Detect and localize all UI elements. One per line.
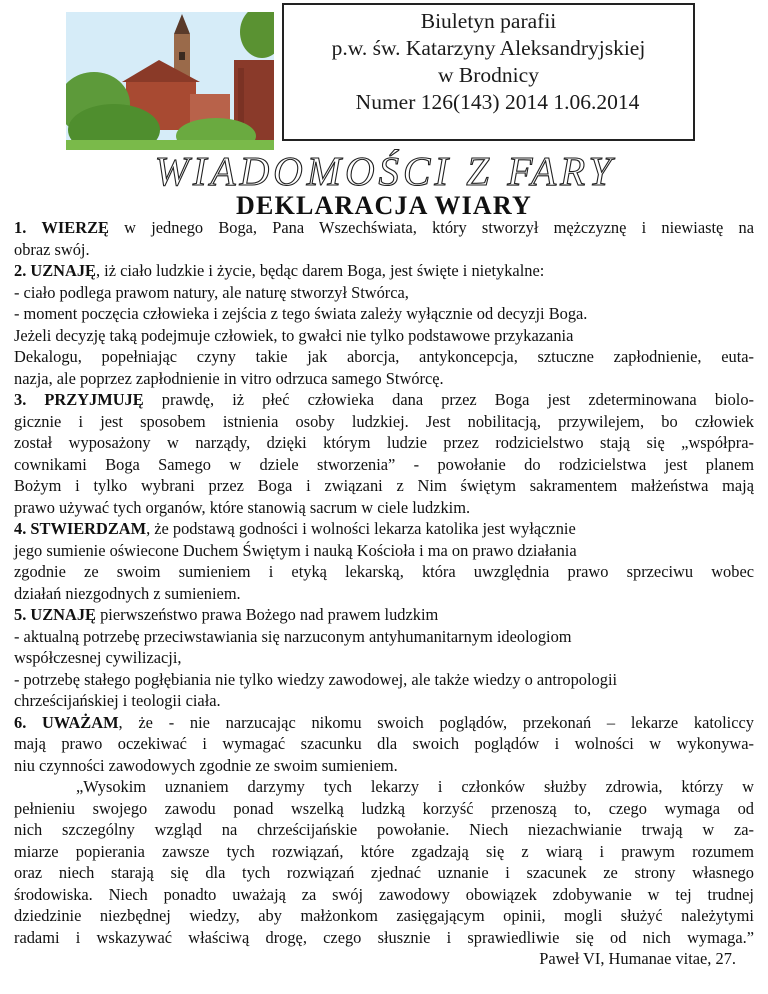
paragraph-line: - moment poczęcia człowieka i zejścia z tego świata zależy wyłącznie od decyzji Boga. [14, 304, 588, 323]
paragraph-line: cownikami Boga Samego w dziele stworzenia” - powołanie do rodzicielstwa jest planem [14, 454, 754, 474]
paragraph-line: jego sumienie oświecone Duchem Świętym i nauką Kościoła i ma on prawo działania [14, 540, 577, 560]
header [0, 0, 768, 194]
paragraph-line: prawo używać tych organów, które stanowią sacrum w ciele ludzkim. [14, 497, 471, 517]
paragraph-line: Bożym i tylko wybrani przez Boga i związani z Nim świętym sakramentem małżeństwa mają [14, 476, 754, 495]
bulletin-line: Biuletyn parafii [420, 9, 557, 33]
quote-line: pełnieniu swojego zawodu ponad wszelką ludzką korzyść przenoszą to, czego wymaga od [14, 798, 754, 818]
paragraph-keyword: UZNAJĘ [30, 261, 96, 280]
paragraph-line: - aktualną potrzebę przeciwstawiania się narzuconym antyhumanitarnym ideologiom [14, 626, 572, 646]
bulletin-line: w Brodnicy [438, 63, 539, 87]
quote-line: oraz niech starają się dla tych rozwiązań zjednać uznanie i szacunek ze strony własnego [14, 863, 754, 882]
paragraph-line: zgodnie ze swoim sumieniem i etyką lekarską, która uwzględnia prawo sprzeciwu wobec [14, 562, 754, 581]
paragraph-number: 4. [14, 519, 27, 538]
paragraph-line: niu czynności zawodowych zgodnie ze swoim sumieniem. [14, 755, 398, 775]
paragraph-line: został wyposażony w narządy, dzięki którym ludzie przez rodzicielstwo stają się „współpra- [14, 433, 754, 452]
paragraph-keyword: UZNAJĘ [30, 605, 96, 624]
paragraph-keyword: WIERZĘ [41, 218, 109, 237]
paragraph-line: 2. UZNAJĘ, iż ciało ludzkie i życie, będąc darem Boga, jest święte i nietykalne: [14, 261, 545, 280]
quote-line: radami i wskazywać właściwą drogę, czego słusznie i sprawiedliwie się od nich wymaga.” [14, 927, 754, 947]
paragraph-number: 6. [14, 712, 27, 732]
paragraph-line: - ciało podlega prawom natury, ale naturę stworzył Stwórca, [14, 282, 409, 302]
paragraph-line: mają prawo oczekiwać i wymagać szacunku dla swoich poglądów i wolności w wykonywa- [14, 734, 754, 753]
quote-line: nich szczególny wzgląd na chrześcijańskie powołanie. Niech niezachwianie trwają w za- [14, 820, 754, 839]
paragraph-line: działań niezgodnych z sumieniem. [14, 583, 241, 603]
quote-line: „Wysokim uznaniem darzymy tych lekarzy i członków służby zdrowia, którzy w [76, 777, 754, 796]
paragraph-line: nazja, ale poprzez zapłodnienie in vitro odrzuca samego Stwórcę. [14, 368, 444, 388]
masthead: WIADOMOŚCI Z FARY [154, 148, 616, 194]
paragraph-line: 1. WIERZĘ w jednego Boga, Pana Wszechświata, który stworzył mężczyznę i niewiastę na [14, 218, 754, 237]
paragraph-line: gicznie i jest sposobem istnienia osoby ludzkiej. Jest nobilitacją, przywilejem, bo człowiek [14, 411, 754, 431]
church-photo [66, 12, 274, 150]
paragraph-line: Jeżeli decyzję taką podejmuje człowiek, to gwałci nie tylko podstawowe przykazania [14, 325, 574, 345]
quote-line: środowiska. Niech ponadto uważają za swój zawodowy obowiązek zdobywanie w tej trudnej [14, 884, 754, 904]
paragraph-keyword: PRZYJMUJĘ [44, 390, 144, 409]
paragraph-number: 3. [14, 390, 27, 409]
paragraph-keyword: STWIERDZAM [30, 519, 147, 538]
paragraph-line: 4. STWIERDZAM, że podstawą godności i wolności lekarza katolika jest wyłącznie [14, 519, 576, 538]
paragraph-line: 6. UWAŻAM, że - nie narzucając nikomu swoich poglądów, przekonań – lekarze katoliccy [14, 712, 754, 732]
issue-number: Numer 126(143) 2014 1.06.2014 [355, 90, 640, 114]
bulletin-info-box [282, 3, 695, 141]
paragraph-line: 3. PRZYJMUJĘ prawdę, iż płeć człowieka dana przez Boga jest zdeterminowana biolo- [14, 390, 754, 409]
paragraph-line: obraz swój. [14, 239, 90, 259]
paragraph-number: 2. [14, 261, 27, 280]
paragraph-line: Dekalogu, popełniając czyny takie jak aborcja, antykoncepcja, sztuczne zapłodnienie, euta- [14, 347, 754, 366]
paragraph-line: 5. UZNAJĘ pierwszeństwo prawa Bożego nad prawem ludzkim [14, 605, 439, 624]
paragraph-line: chrześcijańskiej i teologii ciała. [14, 691, 221, 710]
article-body [14, 217, 754, 970]
paragraph-line: współczesnej cywilizacji, [14, 648, 182, 667]
paragraph-line: - potrzebę stałego pogłębiania nie tylko wiedzy zawodowej, ale także wiedzy o antropologii [14, 669, 618, 689]
paragraph-number: 5. [14, 605, 27, 624]
paragraph-keyword: UWAŻAM [42, 712, 119, 732]
quote-line: miarze popierania zawsze tych rozwiązań, które zgadzają się z wiarą i prawym rozumem [14, 841, 754, 861]
page-title: DEKLARACJA WIARY [236, 191, 532, 220]
paragraph-number: 1. [14, 218, 27, 237]
quote-line: dziedzinie niezbędnej wiedzy, aby małżonkom zasięgającym opinii, mogli służyć należytymi [14, 906, 754, 925]
bulletin-line: p.w. św. Katarzyny Aleksandryjskiej [331, 36, 646, 60]
quote-source: Paweł VI, Humanae vitae, 27. [539, 949, 736, 968]
